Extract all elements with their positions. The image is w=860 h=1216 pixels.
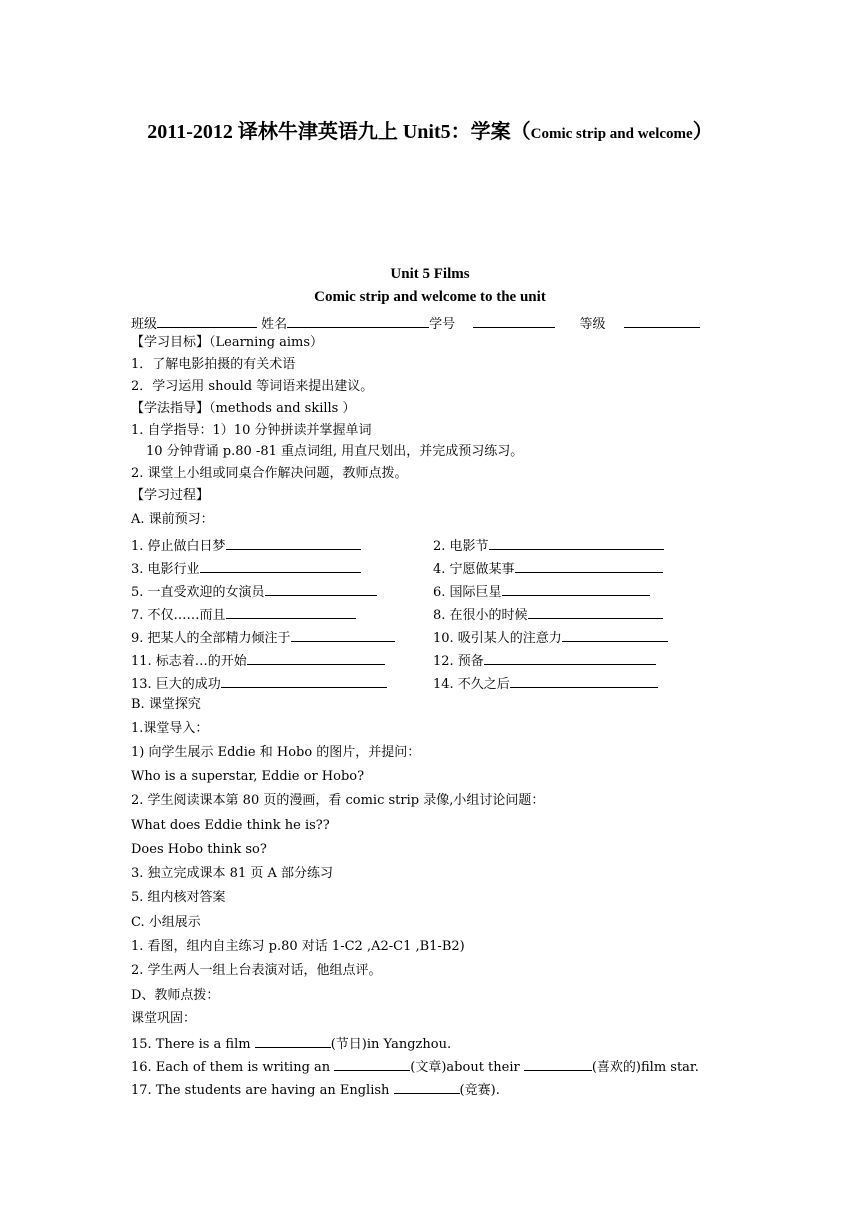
exercise-17	[131, 1079, 500, 1100]
vocab-item-right	[433, 627, 668, 648]
vocab-label: 10. 吸引某人的注意力	[433, 631, 562, 646]
vocab-label: 1. 停止做白日梦	[131, 539, 226, 554]
grade-label: 等级	[579, 317, 606, 332]
section-a-heading: A. 课前预习：	[131, 512, 214, 527]
exercise-text: 17. The students are having an English	[131, 1083, 394, 1098]
answer-blank[interactable]	[221, 673, 387, 688]
answer-blank[interactable]	[515, 558, 663, 573]
exercise-text: (竞赛).	[459, 1083, 500, 1098]
number-label: 学号	[429, 317, 456, 332]
vocab-item-right	[433, 604, 663, 625]
unit-subtitle: Comic strip and welcome to the unit	[314, 289, 546, 305]
vocab-item-left	[131, 650, 385, 671]
answer-blank[interactable]	[226, 535, 361, 550]
class-label: 班级	[131, 317, 158, 332]
answer-blank[interactable]	[226, 604, 356, 619]
class-blank[interactable]	[157, 313, 257, 328]
answer-blank[interactable]	[291, 627, 395, 642]
document-title	[0, 115, 860, 144]
vocab-label: 14. 不久之后	[433, 677, 510, 692]
answer-blank[interactable]	[200, 558, 361, 573]
exercise-text: (喜欢的)film star.	[591, 1060, 699, 1075]
vocab-item-right	[433, 581, 650, 602]
vocab-label: 11. 标志着…的开始	[131, 654, 247, 669]
answer-blank[interactable]	[247, 650, 385, 665]
vocab-label: 8. 在很小的时候	[433, 608, 528, 623]
section-b-heading: B. 课堂探究	[131, 697, 201, 712]
section-b-line: 3. 独立完成课本 81 页 A 部分练习	[131, 866, 333, 881]
method-item: 2. 课堂上小组或同桌合作解决问题，教师点拨。	[131, 466, 408, 481]
consolidation-heading: 课堂巩固：	[131, 1011, 197, 1026]
title-paren: Comic strip and welcome	[530, 126, 693, 142]
section-b-line: 1) 向学生展示 Eddie 和 Hobo 的图片，并提问：	[131, 745, 421, 760]
answer-blank[interactable]	[265, 581, 377, 596]
aims-heading: 【学习目标】（Learning aims）	[131, 335, 324, 350]
vocab-label: 13. 巨大的成功	[131, 677, 221, 692]
section-c-line: 2. 学生两人一组上台表演对话，他组点评。	[131, 963, 382, 978]
answer-blank[interactable]	[528, 604, 663, 619]
unit-title: Unit 5 Films	[390, 266, 470, 282]
section-b-line: What does Eddie think he is??	[131, 818, 330, 833]
exercise-text: 16. Each of them is writing an	[131, 1060, 335, 1075]
aim-item: 1．了解电影拍摄的有关术语	[131, 357, 296, 372]
title-main: 2011-2012 译林牛津英语九上 Unit5：学案（	[147, 121, 531, 143]
vocab-item-right	[433, 673, 658, 694]
vocab-label: 7. 不仅……而且	[131, 608, 226, 623]
answer-blank[interactable]	[489, 535, 664, 550]
exercise-text: (节日)in Yangzhou.	[330, 1037, 452, 1052]
answer-blank[interactable]	[484, 650, 656, 665]
section-c-heading: C. 小组展示	[131, 915, 201, 930]
name-label: 姓名	[261, 317, 288, 332]
section-b-line: 2. 学生阅读课本第 80 页的漫画，看 comic strip 录像,小组讨论问题：	[131, 793, 545, 808]
method-item: 10 分钟背诵 p.80 -81 重点词组, 用直尺划出，并完成预习练习。	[146, 444, 524, 459]
vocab-label: 3. 电影行业	[131, 562, 200, 577]
section-b-line: Who is a superstar, Eddie or Hobo?	[131, 769, 365, 784]
section-d-heading: D、教师点拨：	[131, 988, 220, 1003]
grade-blank[interactable]	[624, 313, 700, 328]
answer-blank[interactable]	[510, 673, 658, 688]
section-c-line: 1. 看图，组内自主练习 p.80 对话 1-C2 ,A2-C1 ,B1-B2)	[131, 939, 465, 954]
answer-blank[interactable]	[334, 1056, 410, 1071]
vocab-label: 9. 把某人的全部精力倾注于	[131, 631, 291, 646]
vocab-item-left	[131, 581, 377, 602]
methods-heading: 【学法指导】（methods and skills ）	[131, 401, 356, 416]
answer-blank[interactable]	[255, 1033, 331, 1048]
name-blank[interactable]	[287, 313, 429, 328]
aim-item: 2．学习运用 should 等词语来提出建议。	[131, 379, 374, 394]
section-b-line: Does Hobo think so?	[131, 842, 267, 857]
vocab-label: 12. 预备	[433, 654, 484, 669]
vocab-label: 6. 国际巨星	[433, 585, 502, 600]
vocab-item-left	[131, 604, 356, 625]
process-heading: 【学习过程】	[131, 488, 210, 503]
exercise-16	[131, 1056, 699, 1077]
vocab-label: 5. 一直受欢迎的女演员	[131, 585, 265, 600]
number-blank[interactable]	[473, 313, 555, 328]
exercise-text: 15. There is a film	[131, 1037, 255, 1052]
vocab-item-left	[131, 627, 395, 648]
vocab-item-left	[131, 673, 387, 694]
exercise-text: (文章)about their	[410, 1060, 524, 1075]
vocab-item-left	[131, 535, 361, 556]
answer-blank[interactable]	[502, 581, 650, 596]
vocab-item-left	[131, 558, 361, 579]
answer-blank[interactable]	[524, 1056, 592, 1071]
vocab-item-right	[433, 558, 663, 579]
exercise-15	[131, 1033, 451, 1054]
answer-blank[interactable]	[562, 627, 668, 642]
title-close: ）	[692, 121, 713, 143]
section-b-line: 1.课堂导入：	[131, 721, 209, 736]
section-b-line: 5. 组内核对答案	[131, 890, 226, 905]
student-info-row	[131, 313, 700, 332]
vocab-label: 4. 宁愿做某事	[433, 562, 515, 577]
vocab-item-right	[433, 535, 664, 556]
vocab-label: 2. 电影节	[433, 539, 489, 554]
answer-blank[interactable]	[394, 1079, 460, 1094]
method-item: 1. 自学指导：1）10 分钟拼读并掌握单词	[131, 423, 372, 438]
vocab-item-right	[433, 650, 656, 671]
